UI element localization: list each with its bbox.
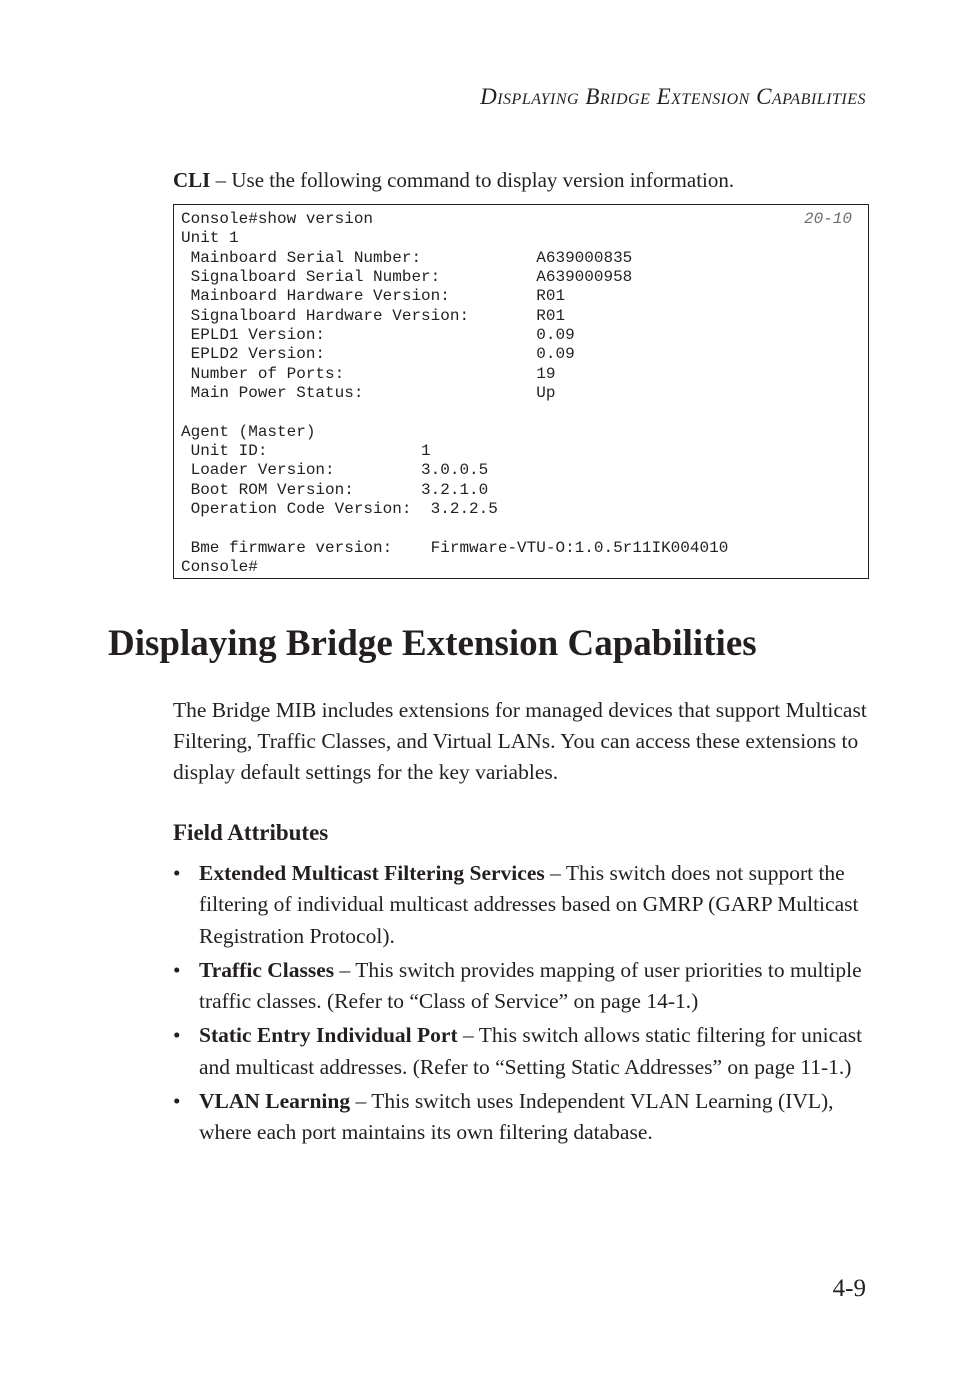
- list-item: [173, 1086, 873, 1149]
- field-attributes-title: Field Attributes: [173, 820, 329, 845]
- attribute-desc: – This switch allows static filtering for unicast and multicast addresses. (Refer to “Setting Static Addresses” on page 11-1.): [199, 1023, 863, 1079]
- section-title: Displaying Bridge Extension Capabilities: [108, 623, 757, 664]
- bullet-icon: •: [173, 1023, 181, 1048]
- intro-paragraph: The Bridge MIB includes extensions for managed devices that support Multicast Filtering, Traffic Classes, and Virtual LANs. You can access these extensions to display default settings for the key variables.: [173, 698, 867, 784]
- field-attributes-list: [173, 858, 873, 1152]
- attribute-term: Extended Multicast Filtering Services: [199, 861, 545, 885]
- list-item: [173, 955, 873, 1018]
- code-listing: Console#show version Unit 1 Mainboard Serial Number: A639000835 Signalboard Serial Number: A639000958 Mainboard Hardware Version: R01 Signalboard Hardware Version: R01 EPLD1 Version: 0.09 EPLD2 Version: 0.09 Number of Ports: 19 Main Power Status: Up Agent (Master) Unit ID: 1 Loader Version: 3.0.0.5 Boot ROM Version: 3.2.1.0 Operation Code Version: 3.2.2.5 Bme firmware version: Firmware-VTU-O:1.0.5r11IK004010 Console#: [181, 210, 729, 577]
- bullet-icon: •: [173, 1089, 181, 1114]
- list-item: [173, 858, 873, 952]
- cli-intro-text: – Use the following command to display version information.: [210, 168, 735, 192]
- page-number: 4-9: [832, 1275, 866, 1302]
- attribute-desc: – This switch provides mapping of user priorities to multiple traffic classes. (Refer to “Class of Service” on page 14-1.): [199, 957, 862, 1014]
- cli-label: CLI: [173, 168, 211, 192]
- attribute-term: Traffic Classes: [199, 957, 335, 982]
- attribute-term: Static Entry Individual Port: [199, 1023, 458, 1048]
- list-item: [173, 1020, 873, 1083]
- attribute-term: VLAN Learning: [199, 1089, 351, 1114]
- bullet-icon: •: [173, 957, 181, 982]
- bullet-icon: •: [173, 861, 181, 885]
- code-example: [173, 204, 869, 579]
- cli-intro: [173, 168, 734, 193]
- attribute-desc: – This switch uses Independent VLAN Learning (IVL), where each port maintains its own filtering database.: [199, 1089, 834, 1145]
- attribute-desc: – This switch does not support the filtering of individual multicast addresses based on GMRP (GARP Multicast Registration Protocol).: [199, 861, 859, 948]
- running-header: Displaying Bridge Extension Capabilities: [480, 84, 866, 109]
- code-reference: 20-10: [803, 210, 852, 228]
